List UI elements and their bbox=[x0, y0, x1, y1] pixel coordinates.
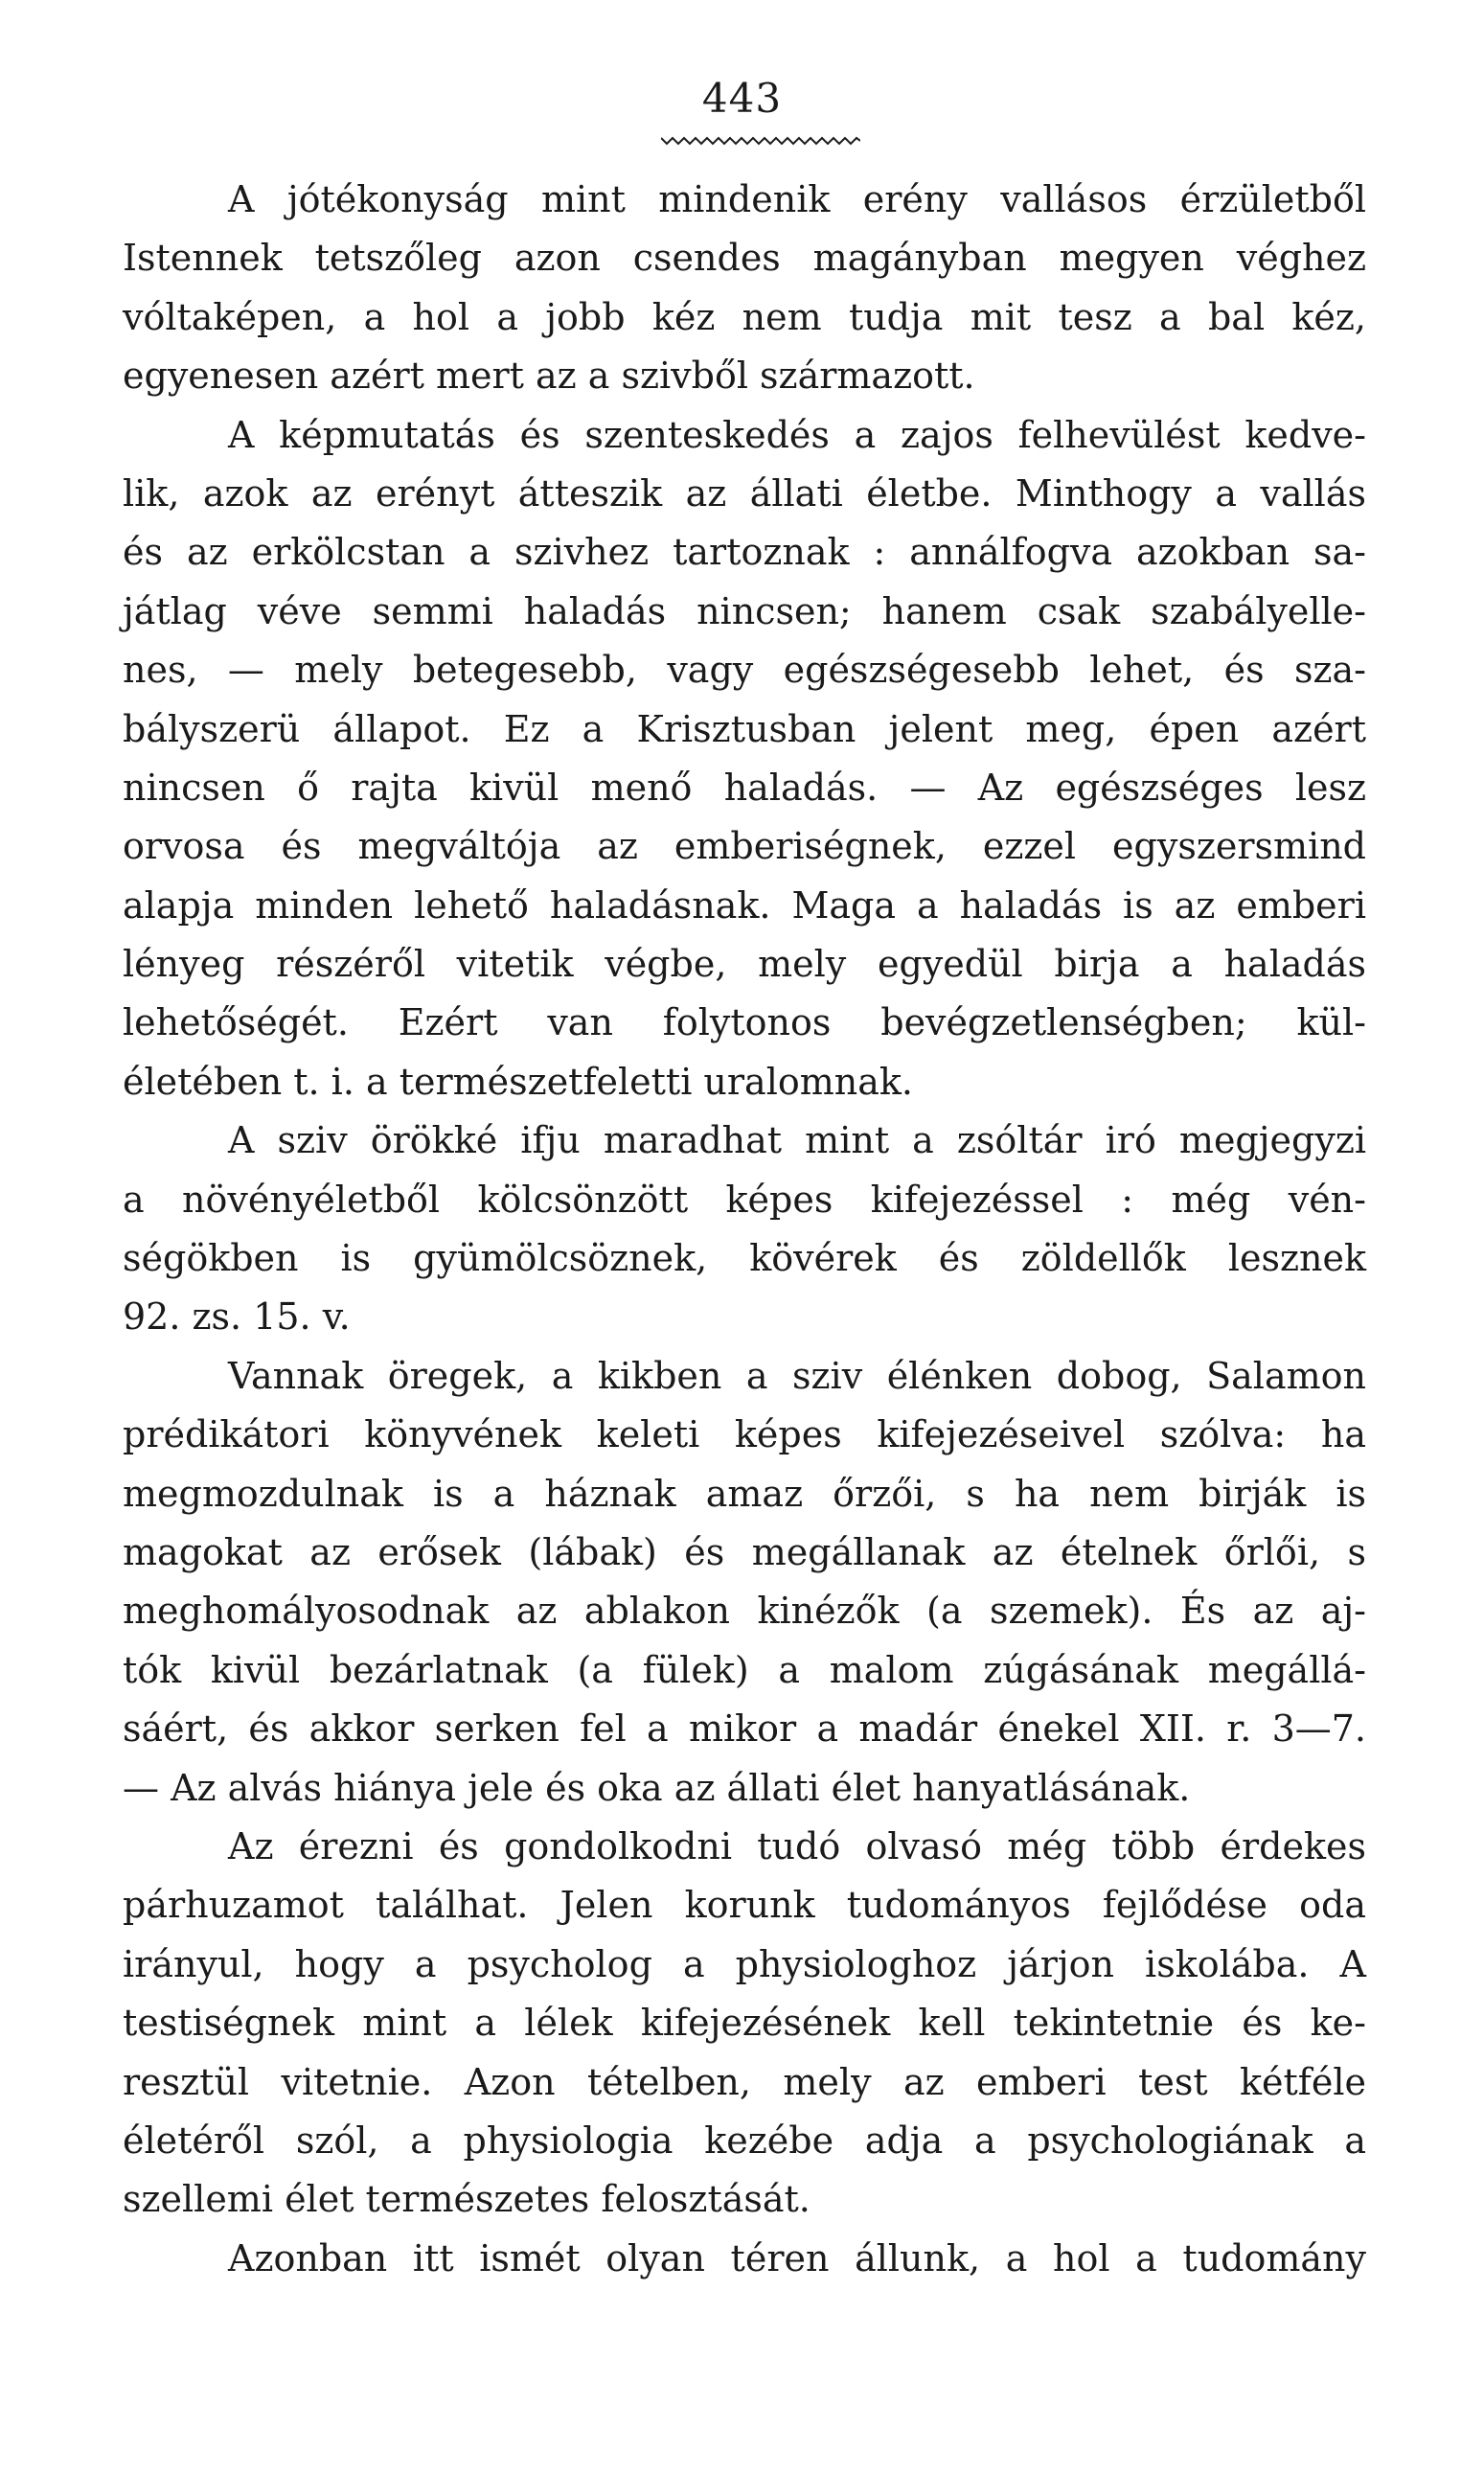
text-line: megmozdulnak is a háznak amaz őrzői, s ha nem birják is bbox=[123, 1472, 1366, 1515]
text-line: és az erkölcstan a szivhez tartoznak : annálfogva azokban sa- bbox=[123, 531, 1366, 574]
text-line: életében t. i. a természetfeletti uralomnak. bbox=[123, 1060, 914, 1103]
text-line: ségökben is gyümölcsöznek, kövérek és zöldellők lesznek bbox=[123, 1237, 1366, 1280]
text-line: a növényéletből kölcsönzött képes kifejezéssel : még vén- bbox=[123, 1178, 1366, 1221]
text-line: bályszerü állapot. Ez a Krisztusban jelent meg, épen azért bbox=[123, 707, 1366, 750]
text-line: életéről szól, a physiologia kezébe adja a psychologiának a bbox=[123, 2119, 1366, 2162]
body-text bbox=[123, 171, 1366, 2288]
text-line: egyenesen azért mert az a szivből származott. bbox=[123, 355, 975, 398]
page-number: 443 bbox=[701, 75, 783, 122]
text-line: tók kivül bezárlatnak (a fülek) a malom zúgásának megállá- bbox=[123, 1648, 1366, 1691]
text-line: nincsen ő rajta kivül menő haladás. — Az egészséges lesz bbox=[123, 766, 1366, 809]
text-line: játlag véve semmi haladás nincsen; hanem csak szabályelle- bbox=[123, 589, 1366, 632]
text-line: testiségnek mint a lélek kifejezésének kell tekintetnie és ke- bbox=[123, 2002, 1366, 2045]
text-line: A sziv örökké ifju maradhat mint a zsóltár iró megjegyzi bbox=[228, 1119, 1366, 1162]
text-line: Azonban itt ismét olyan téren állunk, a hol a tudomány bbox=[228, 2236, 1366, 2279]
text-line: lehetőségét. Ezért van folytonos bevégzetlenségben; kül- bbox=[123, 1001, 1366, 1044]
text-line: 92. zs. 15. v. bbox=[123, 1295, 351, 1339]
text-line: A képmutatás és szenteskedés a zajos felhevülést kedve- bbox=[228, 413, 1366, 456]
text-line: nes, — mely betegesebb, vagy egészségesebb lehet, és sza- bbox=[123, 649, 1366, 692]
text-line: Vannak öregek, a kikben a sziv élénken dobog, Salamon bbox=[228, 1354, 1366, 1397]
text-line: meghomályosodnak az ablakon kinézők (a szemek). És az aj- bbox=[123, 1590, 1366, 1633]
text-line: — Az alvás hiánya jele és oka az állati élet hanyatlásának. bbox=[123, 1766, 1191, 1809]
text-line: A jótékonyság mint mindenik erény vallásos érzületből bbox=[228, 178, 1366, 220]
page-number-ornament bbox=[661, 134, 860, 148]
text-line: szellemi élet természetes felosztását. bbox=[123, 2178, 810, 2221]
text-line: resztül vitetnie. Azon tételben, mely az emberi test kétféle bbox=[123, 2060, 1366, 2103]
text-line: Istennek tetszőleg azon csendes magányban megyen véghez bbox=[123, 237, 1366, 280]
text-line: lényeg részéről vitetik végbe, mely egyedül birja a haladás bbox=[123, 943, 1366, 986]
text-line: alapja minden lehető haladásnak. Maga a haladás is az emberi bbox=[123, 883, 1366, 927]
text-line: prédikátori könyvének keleti képes kifejezéseivel szólva: ha bbox=[123, 1413, 1366, 1456]
text-line: vóltaképen, a hol a jobb kéz nem tudja mit tesz a bal kéz, bbox=[123, 295, 1366, 338]
text-line: lik, azok az erényt átteszik az állati életbe. Minthogy a vallás bbox=[123, 471, 1366, 515]
text-line: sáért, és akkor serken fel a mikor a madár énekel XII. r. 3—7. bbox=[123, 1707, 1366, 1751]
text-line: irányul, hogy a psycholog a physiologhoz járjon iskolába. A bbox=[123, 1942, 1366, 1985]
text-line: Az érezni és gondolkodni tudó olvasó még több érdekes bbox=[228, 1824, 1366, 1867]
text-line: magokat az erősek (lábak) és megállanak az ételnek őrlői, s bbox=[123, 1530, 1366, 1573]
text-line: orvosa és megváltója az emberiségnek, ezzel egyszersmind bbox=[123, 825, 1366, 868]
text-line: párhuzamot találhat. Jelen korunk tudományos fejlődése oda bbox=[123, 1884, 1366, 1927]
